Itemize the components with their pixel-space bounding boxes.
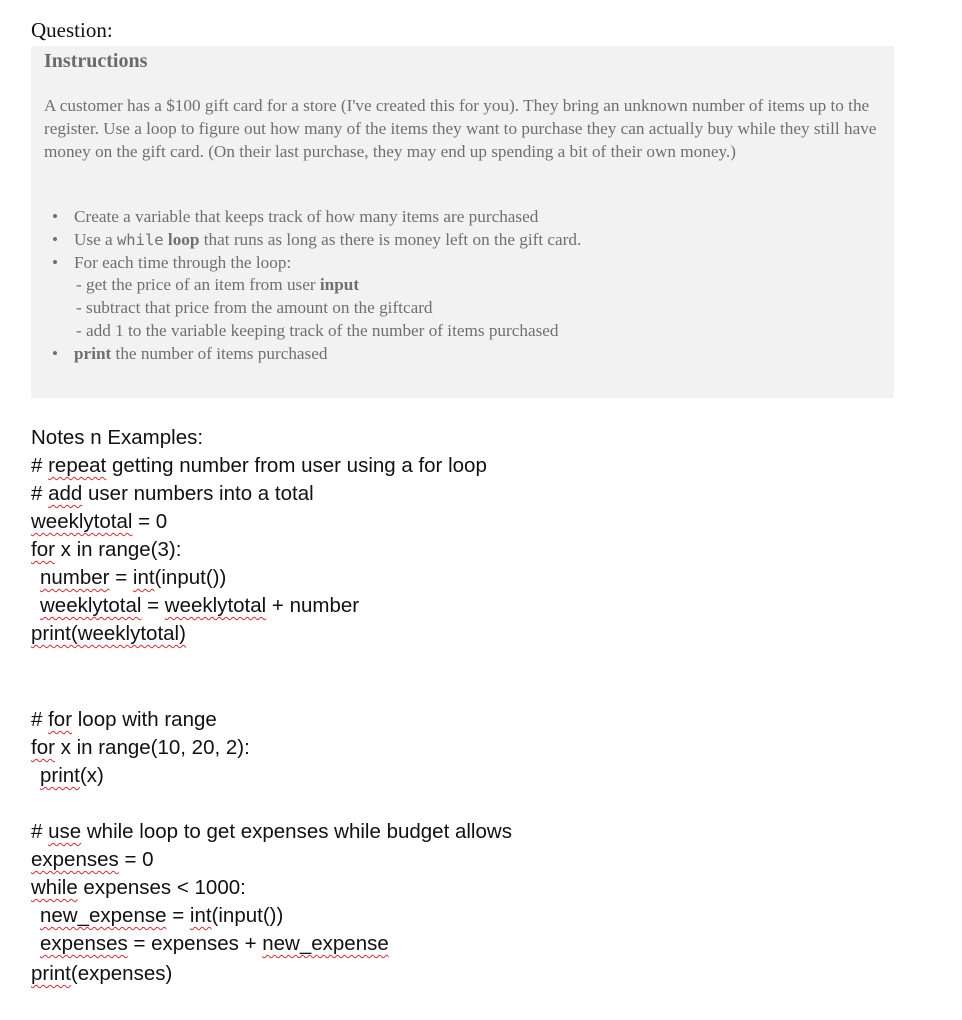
- code-token: user numbers into a total: [82, 482, 314, 505]
- code-token: #: [31, 454, 49, 477]
- bullet-item: [44, 206, 874, 229]
- spellcheck-word: new_expense: [40, 904, 167, 927]
- code-token: x in range(3):: [54, 538, 182, 561]
- code-line: [31, 510, 167, 534]
- paragraph-line: can actually buy while they still have money on the gift card. (On their last purchase, they may end: [44, 119, 877, 161]
- code-token: = 0: [118, 848, 154, 871]
- spellcheck-word: repeat: [48, 454, 107, 477]
- code-line: [31, 708, 217, 732]
- code-token: loop with range: [72, 708, 217, 731]
- code-line: [31, 848, 154, 872]
- spellcheck-word: int: [132, 566, 155, 589]
- sub-step: - subtract that price from the amount on the giftcard: [76, 298, 433, 318]
- spellcheck-word: print: [31, 962, 71, 985]
- spellcheck-word: add: [48, 482, 83, 505]
- bullet-text: the number of items purchased: [111, 343, 328, 363]
- inline-code: while: [116, 230, 164, 249]
- spellcheck-word: number: [40, 566, 110, 589]
- code-line: [31, 962, 172, 986]
- paragraph-line: A customer has a $100 gift card for a store (I've created this for you). They bring an unknown number: [44, 96, 745, 115]
- code-line: [31, 482, 314, 506]
- code-token: = expenses +: [127, 932, 263, 955]
- spellcheck-word: new_expense: [262, 932, 389, 955]
- spellcheck-word: weeklytotal: [40, 594, 142, 617]
- code-line: [31, 454, 487, 478]
- code-token: (input()): [211, 904, 284, 927]
- code-token: = 0: [132, 510, 168, 533]
- code-line: [40, 764, 104, 788]
- code-line: [40, 594, 359, 618]
- code-token: #: [31, 708, 49, 731]
- sub-step-bold: input: [319, 275, 360, 295]
- code-token: #: [31, 820, 49, 843]
- bullet-dot: •: [52, 229, 59, 249]
- paragraph-line: up spending a bit of their own money.): [469, 142, 736, 161]
- code-token: getting number from user using a for loop: [106, 454, 487, 477]
- spellcheck-word: for: [31, 538, 55, 561]
- bullet-text: that runs as long as there is money left on the gift card.: [199, 229, 582, 249]
- spellcheck-word: for: [48, 708, 73, 731]
- code-token: + number: [266, 594, 360, 617]
- instructions-title: Instructions: [44, 50, 148, 72]
- paragraph-line: of items up to the register. Use a loop to figure out how many of the items they want to purchase they: [44, 96, 870, 138]
- bullet-bold-text: loop: [163, 229, 200, 249]
- code-token: (input()): [154, 566, 227, 589]
- spellcheck-word: int: [189, 904, 212, 927]
- code-line: [31, 876, 246, 900]
- instructions-paragraph: [44, 94, 884, 163]
- sub-step: [52, 274, 874, 297]
- sub-step-text: - get the price of an item from user: [76, 275, 320, 295]
- bullet-item: [44, 229, 874, 252]
- bullet-text: Use a: [74, 229, 117, 249]
- instructions-box: [31, 46, 894, 398]
- notes-heading: Notes n Examples:: [31, 426, 204, 449]
- bullet-text: Create a variable that keeps track of how many items are purchased: [74, 207, 539, 226]
- code-line: [31, 736, 250, 760]
- spellcheck-word: use: [48, 820, 82, 843]
- bullet-item: [44, 252, 874, 343]
- code-token: expenses < 1000:: [77, 876, 246, 899]
- bullet-text: For each time through the loop:: [74, 252, 292, 272]
- spellcheck-word: expenses: [40, 932, 128, 955]
- instructions-bullet-list: [44, 206, 874, 366]
- spellcheck-word: while: [31, 876, 78, 899]
- question-label: Question:: [31, 18, 113, 42]
- code-token: x in range(10, 20, 2):: [54, 736, 250, 759]
- code-line: [40, 566, 226, 590]
- bullet-dot: •: [52, 343, 59, 363]
- code-token: #: [31, 482, 49, 505]
- spellcheck-word: for: [31, 736, 55, 759]
- spellcheck-word: weeklytotal: [31, 510, 133, 533]
- bullet-item: [44, 343, 874, 366]
- code-token: =: [166, 904, 190, 927]
- code-token: while loop to get expenses while budget allows: [81, 820, 512, 843]
- code-line: [31, 622, 186, 646]
- code-token: (x): [79, 764, 104, 787]
- spellcheck-word: expenses: [31, 848, 119, 871]
- sub-step: - add 1 to the variable keeping track of the number of items purchased: [76, 320, 559, 340]
- spellcheck-word: weeklytotal: [164, 594, 267, 617]
- bullet-dot: •: [52, 252, 59, 272]
- spellcheck-word: print(weeklytotal): [31, 622, 186, 645]
- code-line: [40, 904, 283, 928]
- code-line: [31, 820, 512, 844]
- code-token: (expenses): [70, 962, 173, 985]
- code-line: [31, 538, 181, 562]
- spellcheck-word: print: [40, 764, 80, 787]
- code-token: =: [109, 566, 133, 589]
- code-token: =: [141, 594, 165, 617]
- code-line: [40, 932, 389, 956]
- bullet-dot: •: [52, 207, 59, 226]
- bullet-bold-text: print: [74, 343, 112, 363]
